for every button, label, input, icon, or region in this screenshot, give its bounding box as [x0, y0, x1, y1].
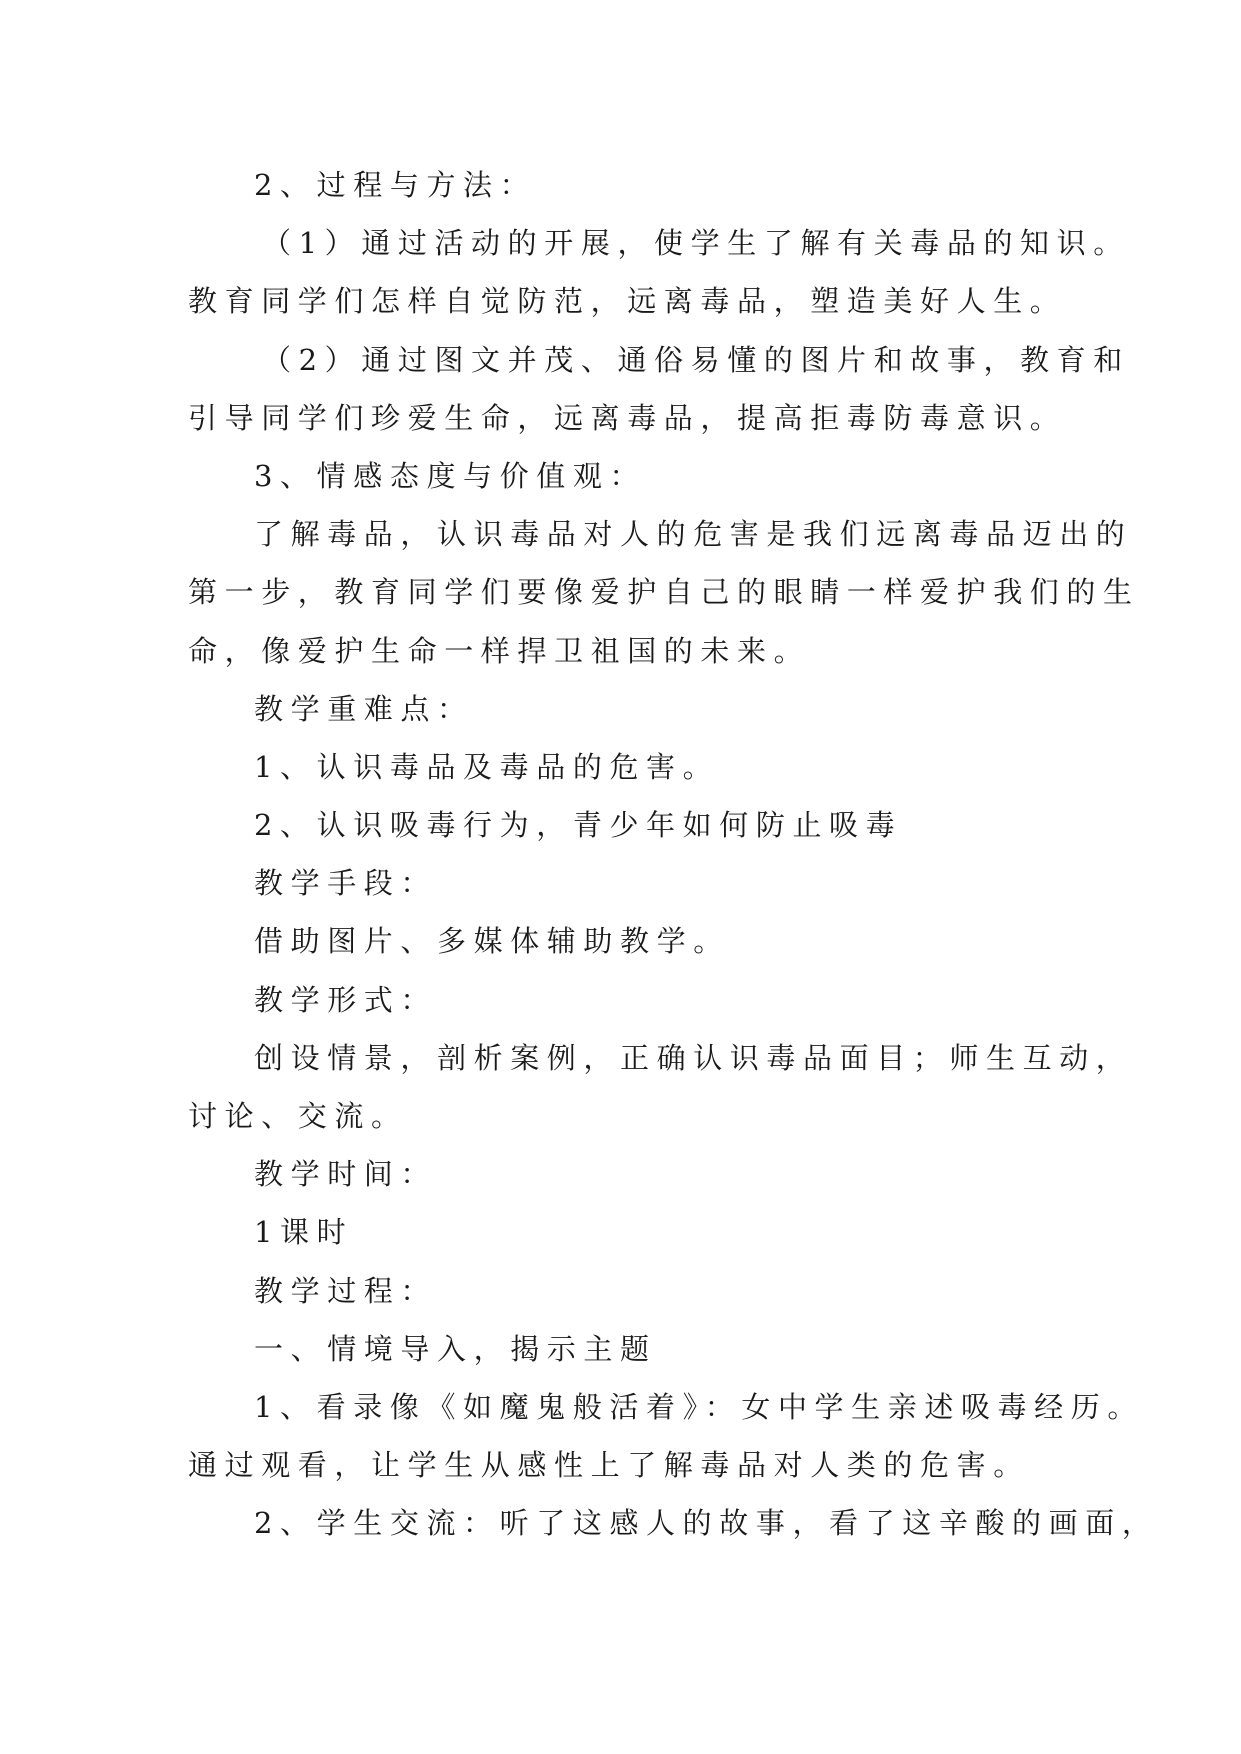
- paragraph-line: 借助图片、多媒体辅助教学。: [254, 924, 730, 959]
- list-item: 1、认识毒品及毒品的危害。: [254, 749, 720, 784]
- section-heading: 教学过程：: [254, 1273, 438, 1308]
- list-item: 1、看录像《如魔鬼般活着》：女中学生亲述吸毒经历。: [254, 1389, 1144, 1424]
- paragraph-line: 通过观看，让学生从感性上了解毒品对人类的危害。: [188, 1448, 1030, 1483]
- paragraph-line: 命，像爱护生命一样捍卫祖国的未来。: [188, 633, 811, 668]
- list-item: 2、学生交流：听了这感人的故事，看了这辛酸的画面，: [254, 1506, 1159, 1541]
- paragraph-line: 讨论、交流。: [188, 1099, 408, 1133]
- list-item: 2、认识吸毒行为，青少年如何防止吸毒: [254, 808, 903, 843]
- section-heading: 教学形式：: [254, 982, 438, 1017]
- section-heading: 教学重难点：: [254, 691, 474, 726]
- paragraph-line: （2）通过图文并茂、通俗易懂的图片和故事，教育和: [262, 342, 1130, 377]
- paragraph-line: （1）通过活动的开展，使学生了解有关毒品的知识。: [262, 226, 1130, 261]
- section-heading: 教学时间：: [254, 1157, 438, 1192]
- section-heading: 一、情境导入，揭示主题: [254, 1331, 657, 1366]
- document-body: [188, 156, 1159, 1553]
- paragraph-line: 1课时: [254, 1215, 354, 1250]
- paragraph-line: 2、过程与方法：: [254, 168, 537, 202]
- section-heading: 教学手段：: [254, 866, 438, 901]
- paragraph-line: 教育同学们怎样自觉防范，远离毒品，塑造美好人生。: [188, 284, 1067, 319]
- paragraph-line: 创设情景，剖析案例，正确认识毒品面目；师生互动，: [254, 1040, 1133, 1075]
- paragraph-line: 第一步，教育同学们要像爱护自己的眼睛一样爱护我们的生: [188, 575, 1140, 610]
- paragraph-line: 了解毒品，认识毒品对人的危害是我们远离毒品迈出的: [254, 517, 1133, 552]
- paragraph-line: 引导同学们珍爱生命，远离毒品，提高拒毒防毒意识。: [188, 400, 1067, 435]
- paragraph-line: 3、情感态度与价值观：: [254, 458, 647, 493]
